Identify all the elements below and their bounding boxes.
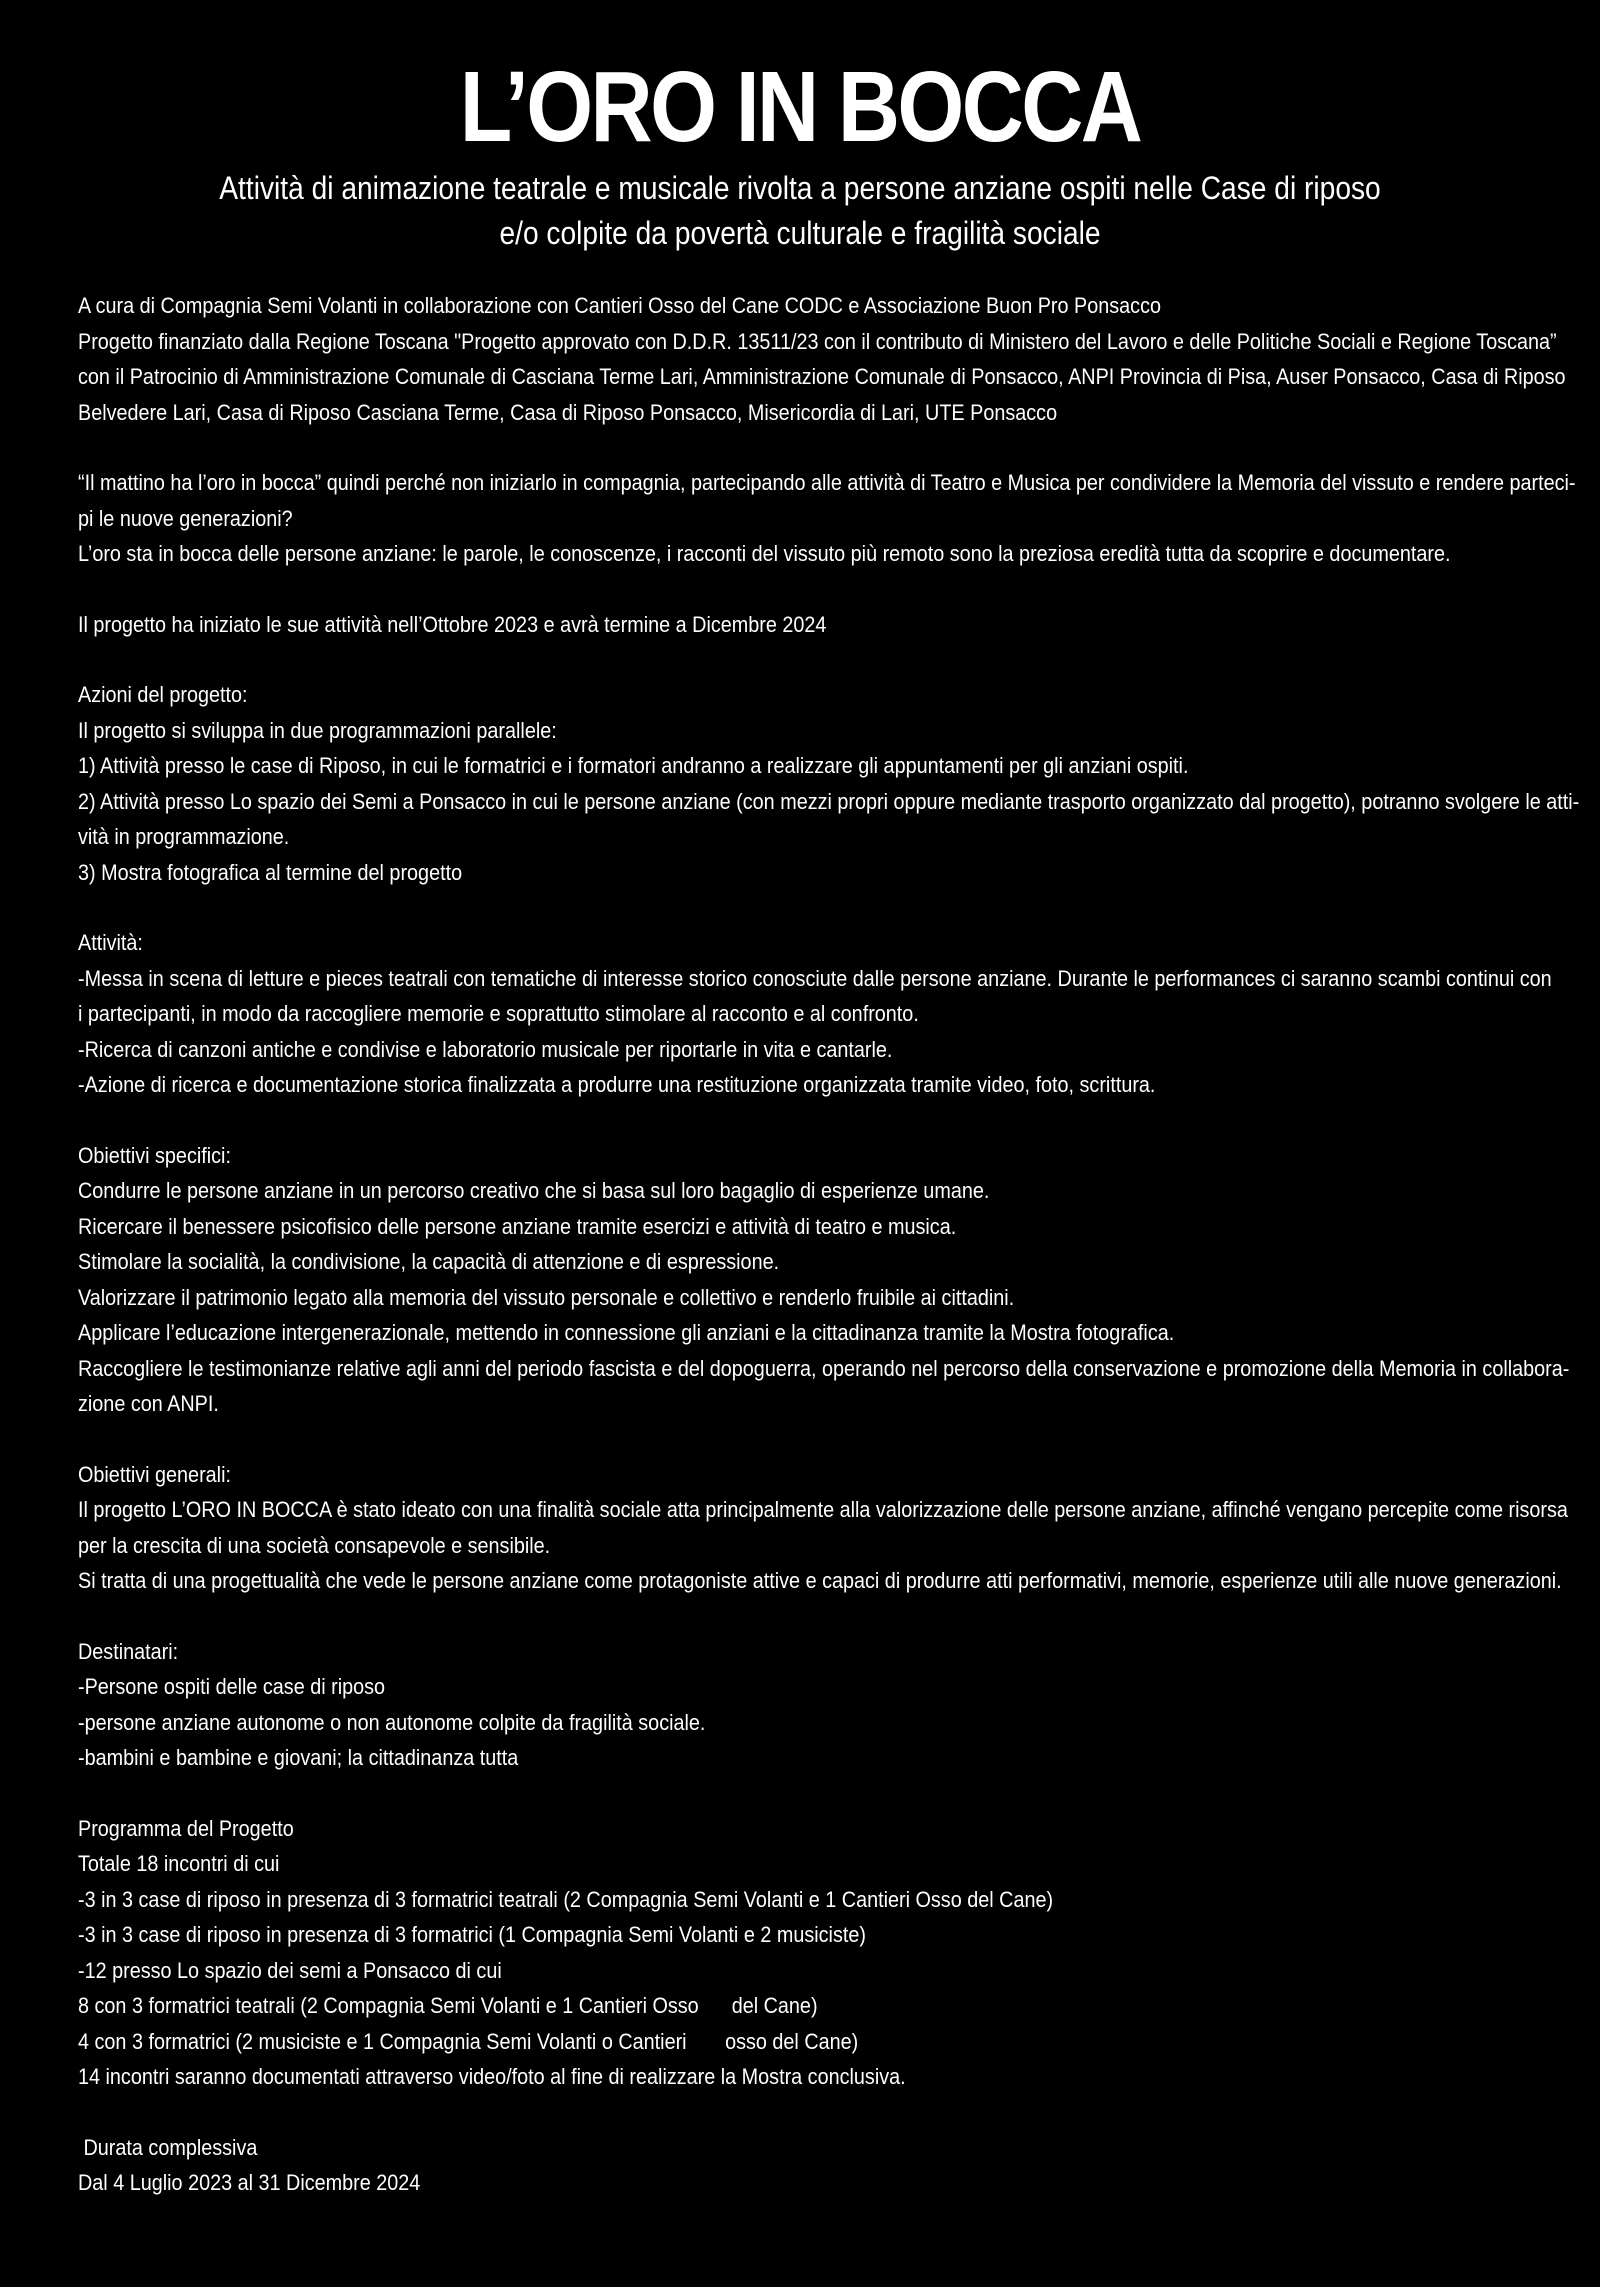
obiettivi-generali-section [78, 1457, 1568, 1599]
intro-line: L’oro sta in bocca delle persone anziane: le parole, le conoscenze, i racconti del vissuto più remoto sono la preziosa eredità tutta da scoprire e documentare. [78, 541, 1451, 566]
programma-line: Totale 18 incontri di cui [78, 1851, 280, 1876]
obiettivo-line: Si tratta di una progettualità che vede le persone anziane come protagoniste attive e capaci di produrre atti performativi, memorie, esperienze utili alle nuove generazioni. [78, 1568, 1562, 1593]
timeline-block [78, 607, 1522, 643]
azioni-section [78, 677, 1580, 890]
obiettivi-specifici-section [78, 1138, 1570, 1422]
durata-line: Dal 4 Luglio 2023 al 31 Dicembre 2024 [78, 2170, 421, 2195]
credits-line: con il Patrocinio di Amministrazione Comunale di Casciana Terme Lari, Amministrazione Comunale di Ponsacco, ANPI Provincia di Pisa, Auser Ponsacco, Casa di Riposo [78, 364, 1566, 389]
credits-line: A cura di Compagnia Semi Volanti in collaborazione con Cantieri Osso del Cane CODC e Associazione Buon Pro Ponsacco [78, 293, 1161, 318]
azioni-line: 1) Attività presso le case di Riposo, in cui le formatrici e i formatori andranno a realizzare gli appuntamenti per gli anziani ospiti. [78, 753, 1189, 778]
programma-line: 14 incontri saranno documentati attraverso video/foto al fine di realizzare la Mostra conclusiva. [78, 2064, 906, 2089]
attivita-section [78, 925, 1552, 1103]
obiettivo-line: zione con ANPI. [78, 1391, 219, 1416]
programma-line: -12 presso Lo spazio dei semi a Ponsacco di cui [78, 1957, 502, 1983]
section-heading: Obiettivi specifici: [78, 1142, 231, 1168]
credits-line: Belvedere Lari, Casa di Riposo Casciana Terme, Casa di Riposo Ponsacco, Misericordia di Lari, UTE Ponsacco [78, 399, 1058, 425]
destinatari-line: -bambini e bambine e giovani; la cittadinanza tutta [78, 1745, 519, 1770]
azioni-line: 2) Attività presso Lo spazio dei Semi a Ponsacco in cui le persone anziane (con mezzi propri oppure mediante trasporto organizzato dal progetto), potranno svolgere le atti- [78, 788, 1580, 814]
obiettivo-line: Valorizzare il patrimonio legato alla memoria del vissuto personale e collettivo e renderlo fruibile ai cittadini. [78, 1284, 1015, 1310]
intro-block [78, 465, 1576, 572]
azioni-line: vità in programmazione. [78, 824, 290, 849]
credits-line: Progetto finanziato dalla Regione Toscana "Progetto approvato con D.D.R. 13511/23 con il contributo di Ministero del Lavoro e delle Politiche Sociali e Regione Toscana” [78, 328, 1557, 354]
programma-section [78, 1811, 1522, 2095]
programma-line: -3 in 3 case di riposo in presenza di 3 formatrici (1 Compagnia Semi Volanti e 2 musiciste) [78, 1922, 866, 1947]
attivita-line: i partecipanti, in modo da raccogliere memorie e soprattutto stimolare al racconto e al confronto. [78, 1001, 919, 1026]
attivita-line: -Azione di ricerca e documentazione storica finalizzata a produrre una restituzione organizzata tramite video, foto, scrittura. [78, 1072, 1156, 1097]
subtitle [165, 166, 1436, 256]
attivita-line: -Messa in scena di letture e pieces teatrali con tematiche di interesse storico conosciute dalle persone anziane. Durante le performances ci saranno scambi continui con [78, 965, 1552, 991]
obiettivo-line: Condurre le persone anziane in un percorso creativo che si basa sul loro bagaglio di esperienze umane. [78, 1178, 990, 1203]
obiettivo-line: Raccogliere le testimonianze relative agli anni del periodo fascista e del dopoguerra, operando nel percorso della conservazione e promozione della Memoria in collabora- [78, 1355, 1570, 1381]
credits-block [78, 288, 1566, 430]
azioni-line: Il progetto si sviluppa in due programmazioni parallele: [78, 717, 557, 743]
obiettivo-line: Ricercare il benessere psicofisico delle persone anziane tramite esercizi e attività di teatro e musica. [78, 1213, 957, 1239]
durata-section [78, 2130, 1522, 2201]
destinatari-line: -Persone ospiti delle case di riposo [78, 1674, 386, 1699]
obiettivo-line: per la crescita di una società consapevole e sensibile. [78, 1532, 551, 1558]
intro-line: pi le nuove generazioni? [78, 505, 293, 531]
page-title: L’ORO IN BOCCA [459, 51, 1141, 163]
subtitle-line: Attività di animazione teatrale e musicale rivolta a persone anziane ospiti nelle Case di riposo [219, 170, 1381, 206]
timeline-line: Il progetto ha iniziato le sue attività nell’Ottobre 2023 e avrà termine a Dicembre 2024 [78, 611, 827, 637]
programma-line: -3 in 3 case di riposo in presenza di 3 formatrici teatrali (2 Compagnia Semi Volanti e 1 Cantieri Osso del Cane) [78, 1886, 1054, 1912]
section-heading: Azioni del progetto: [78, 682, 248, 707]
section-heading: Durata complessiva [78, 2134, 258, 2160]
obiettivo-line: Applicare l’educazione intergenerazionale, mettendo in connessione gli anziani e la cittadinanza tramite la Mostra fotografica. [78, 1320, 1175, 1345]
section-heading: Programma del Progetto [78, 1815, 294, 1841]
section-heading: Attività: [78, 930, 143, 955]
obiettivo-line: Stimolare la socialità, la condivisione, la capacità di attenzione e di espressione. [78, 1249, 780, 1274]
subtitle-line: e/o colpite da povertà culturale e fragilità sociale [499, 215, 1101, 251]
destinatari-section [78, 1634, 1522, 1776]
intro-line: “Il mattino ha l’oro in bocca” quindi perché non iniziarlo in compagnia, partecipando alle attività di Teatro e Musica per condividere la Memoria del vissuto e rendere parteci- [78, 470, 1576, 495]
section-heading: Destinatari: [78, 1638, 179, 1664]
flyer-body [78, 288, 1580, 2201]
section-heading: Obiettivi generali: [78, 1461, 231, 1487]
azioni-line: 3) Mostra fotografica al termine del progetto [78, 859, 463, 885]
destinatari-line: -persone anziane autonome o non autonome colpite da fragilità sociale. [78, 1709, 706, 1735]
obiettivo-line: Il progetto L’ORO IN BOCCA è stato ideato con una finalità sociale atta principalmente alla valorizzazione delle persone anziane, affinché vengano percepite come risorsa [78, 1497, 1568, 1522]
programma-line: 4 con 3 formatrici (2 musiciste e 1 Compagnia Semi Volanti o Cantieri osso del Cane) [78, 2028, 859, 2054]
attivita-line: -Ricerca di canzoni antiche e condivise e laboratorio musicale per riportarle in vita e cantarle. [78, 1036, 893, 1062]
programma-line: 8 con 3 formatrici teatrali (2 Compagnia Semi Volanti e 1 Cantieri Osso del Cane) [78, 1993, 818, 2018]
